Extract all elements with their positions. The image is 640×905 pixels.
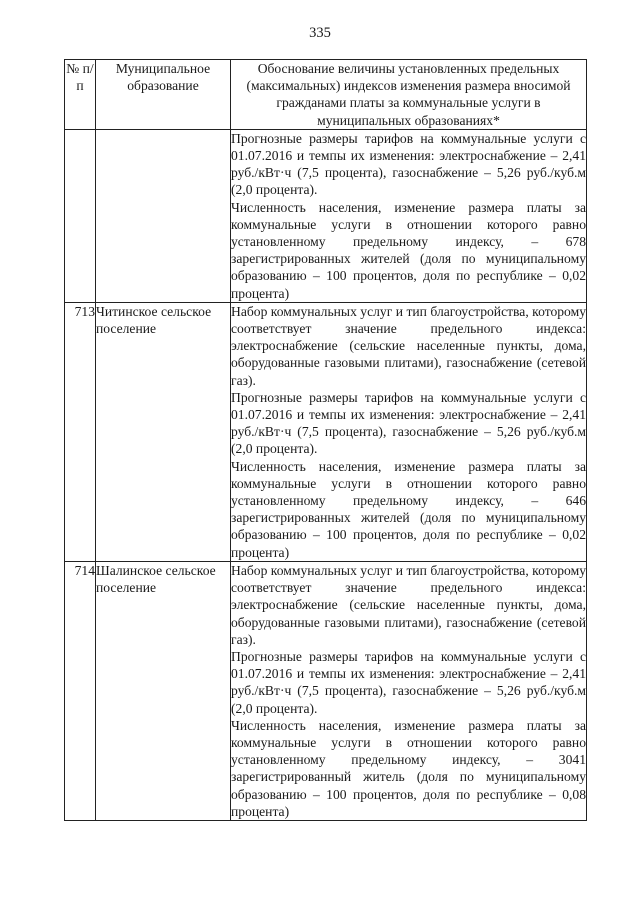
row-justification bbox=[231, 129, 587, 302]
row-paragraph: Численность населения, изменение размера платы за коммунальные услуги в отношении которого равно установленному предельному индексу, – 678 зарегистрированных жителей (доля по муниципальному образованию – 100 процентов, доля по республике – 0,02 процента) bbox=[231, 199, 586, 301]
row-municipality: Шалинское сельское поселение bbox=[96, 561, 231, 820]
header-municipality: Муниципальное образование bbox=[96, 60, 231, 130]
row-justification bbox=[231, 302, 587, 561]
row-paragraph: Прогнозные размеры тарифов на коммунальные услуги с 01.07.2016 и темпы их изменения: электроснабжение – 2,41 руб./кВт·ч (7,5 процента), газоснабжение – 5,26 руб./куб.м (2,0 процента). bbox=[231, 389, 586, 457]
header-justification: Обоснование величины установленных предельных (максимальных) индексов изменения размера вносимой гражданами платы за коммунальные услуги в муниципальных образованиях* bbox=[231, 60, 587, 130]
row-paragraph: Прогнозные размеры тарифов на коммунальные услуги с 01.07.2016 и темпы их изменения: электроснабжение – 2,41 руб./кВт·ч (7,5 процента), газоснабжение – 5,26 руб./куб.м (2,0 процента). bbox=[231, 648, 586, 716]
row-paragraph: Численность населения, изменение размера платы за коммунальные услуги в отношении которого равно установленному предельному индексу, – 3041 зарегистрированный житель (доля по муниципальному образованию – 100 процентов, доля по республике – 0,08 процента) bbox=[231, 717, 586, 819]
row-municipality bbox=[96, 129, 231, 302]
page-number: 335 bbox=[309, 25, 331, 41]
row-number: 714 bbox=[65, 561, 96, 820]
row-justification bbox=[231, 561, 587, 820]
row-paragraph: Численность населения, изменение размера платы за коммунальные услуги в отношении которого равно установленному предельному индексу, – 646 зарегистрированных жителей (доля по муниципальному образованию – 100 процентов, доля по республике – 0,02 процента) bbox=[231, 458, 586, 560]
table-header-row bbox=[65, 60, 587, 130]
table-row bbox=[65, 561, 587, 820]
table-row bbox=[65, 129, 587, 302]
header-num: № п/п bbox=[65, 60, 96, 130]
row-paragraph: Набор коммунальных услуг и тип благоустройства, которому соответствует значение предельного индекса: электроснабжение (сельские населенные пункты, дома, оборудованные газовыми плитами), газоснабжение (сетевой газ). bbox=[231, 562, 586, 647]
tariff-table bbox=[64, 59, 587, 821]
row-paragraph: Прогнозные размеры тарифов на коммунальные услуги с 01.07.2016 и темпы их изменения: электроснабжение – 2,41 руб./кВт·ч (7,5 процента), газоснабжение – 5,26 руб./куб.м (2,0 процента). bbox=[231, 130, 586, 198]
row-number bbox=[65, 129, 96, 302]
row-municipality: Читинское сельское поселение bbox=[96, 302, 231, 561]
row-number: 713 bbox=[65, 302, 96, 561]
row-paragraph: Набор коммунальных услуг и тип благоустройства, которому соответствует значение предельного индекса: электроснабжение (сельские населенные пункты, дома, оборудованные газовыми плитами), газоснабжение (сетевой газ). bbox=[231, 303, 586, 388]
table-row bbox=[65, 302, 587, 561]
